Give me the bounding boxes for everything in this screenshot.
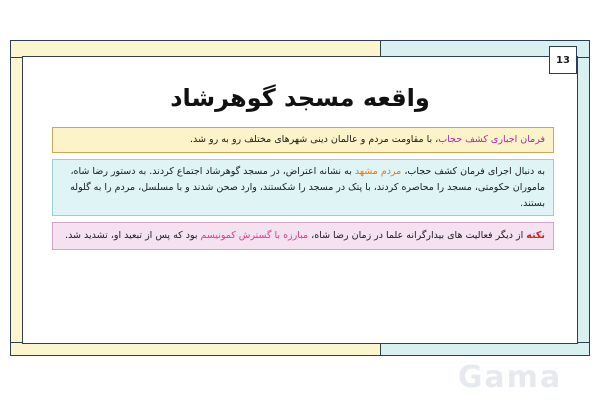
box1-text: ، با مقاومت مردم و عالمان دینی شهرهای مختلف رو به رو شد. bbox=[190, 134, 439, 145]
info-box-hijab-decree bbox=[52, 127, 554, 153]
page-number: 13 bbox=[549, 46, 577, 74]
frame-bottom-band-yellow bbox=[10, 342, 382, 356]
highlight-hijab-decree: فرمان اجباری کشف حجاب bbox=[438, 134, 545, 145]
box2-text-part1: به دنبال اجرای فرمان کشف حجاب، bbox=[404, 166, 545, 177]
slide-title: واقعه مسجد گوهرشاد bbox=[170, 84, 430, 112]
info-box-mashhad-event bbox=[52, 159, 554, 216]
box2-text-part2: به نشانه اعتراض، در مسجد گوهرشاد اجتماع کردند. به دستور رضا شاه، ماموران حکومتی، مسجد را محاصره کردند، با پتک در مسجد را شکستند، وارد صحن شدند و با مسلسل، مردم را به گلوله بستند. bbox=[70, 166, 545, 209]
frame-bottom-band-teal bbox=[380, 342, 590, 356]
info-box-note bbox=[52, 222, 554, 250]
watermark-logo: Gama bbox=[457, 360, 563, 395]
box3-text-part1: از دیگر فعالیت های بیدارگرانه علما در زمان رضا شاه، bbox=[311, 230, 524, 241]
highlight-anti-communism: مبارزه با گسترش کمونیسم bbox=[200, 230, 309, 241]
box3-text-part2: بود که پس از تبعید او، تشدید شد. bbox=[65, 230, 198, 241]
frame-right-strip bbox=[576, 40, 590, 356]
highlight-mashhad-people: مردم مشهد bbox=[354, 166, 402, 177]
note-label: نکته bbox=[526, 230, 545, 241]
